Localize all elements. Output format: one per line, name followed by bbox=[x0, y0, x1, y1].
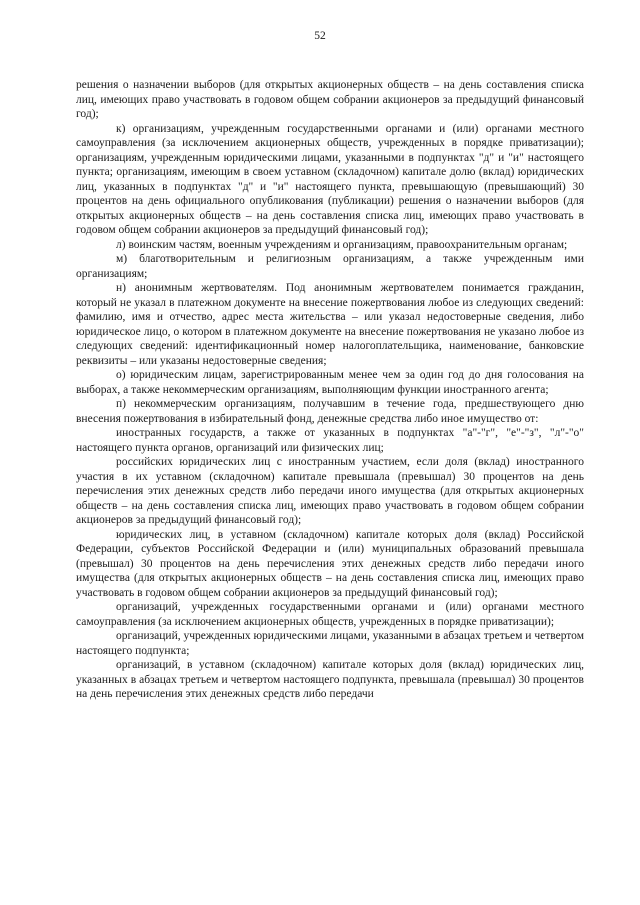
paragraph: л) воинским частям, военным учреждениям и организациям, правоохранительным органам; bbox=[116, 238, 568, 251]
paragraph: решения о назначении выборов (для открытых акционерных обществ – на день составления списка лиц, имеющих право участвовать в годовом общем собрании акционеров за предыдущий финансовый год); bbox=[76, 79, 584, 120]
paragraph: п) некоммерческим организациям, получавшим в течение года, предшествующего дню внесения пожертвования в избирательный фонд, денежные средства либо иное имущество от: bbox=[76, 398, 584, 425]
paragraph: юридических лиц, в уставном (складочном) капитале которых доля (вклад) Российской Федерации, субъектов Российской Федерации и (или) муниципальных образований превышала (превышал) 30 процентов на день перечисления этих денежных средств либо передачи иного имущества (для открытых акционерных обществ – на день составления списка лиц, имеющих право участвовать в годовом общем собрании акционеров за предыдущий финансовый год); bbox=[76, 528, 584, 599]
paragraph: иностранных государств, а также от указанных в подпунктах "а"-"г", "е"-"з", "л"-"о" настоящего пункта органов, организаций или физических лиц; bbox=[76, 427, 584, 454]
page-number: 52 bbox=[314, 30, 326, 42]
paragraph: организаций, в уставном (складочном) капитале которых доля (вклад) юридических лиц, указанных в абзацах третьем и четвертом настоящего подпункта, превышала (превышал) 30 процентов на день перечисления этих денежных средств либо передачи bbox=[76, 659, 584, 700]
paragraph: н) анонимным жертвователям. Под анонимным жертвователем понимается гражданин, который не указал в платежном документе на внесение пожертвования любое из следующих сведений: фамилию, имя и отчество, адрес места жительства – или указал недостоверные сведения, либо юридическое лицо, о котором в платежном документе на внесение пожертвования не указано любое из следующих сведений: идентификационный номер налогоплательщика, наименование, банковские реквизиты – или указаны недостоверные сведения; bbox=[76, 282, 584, 367]
paragraph: российских юридических лиц с иностранным участием, если доля (вклад) иностранного участия в их уставном (складочном) капитале превышала (превышал) 30 процентов на день перечисления этих денежных средств либо передачи иного имущества (для открытых акционерных обществ – на день составления списка лиц, имеющих право участвовать в годовом общем собрании акционеров за предыдущий финансовый год); bbox=[76, 456, 584, 526]
paragraph: м) благотворительным и религиозным организациям, а также учрежденным ими организациям; bbox=[76, 253, 584, 280]
paragraph: организаций, учрежденных государственными органами и (или) органами местного самоуправления (за исключением акционерных обществ, учрежденных в порядке приватизации); bbox=[76, 601, 584, 628]
document-body bbox=[76, 78, 584, 702]
paragraph: о) юридическим лицам, зарегистрированным менее чем за один год до дня голосования на выборах, а также некоммерческим организациям, выполняющим функции иностранного агента; bbox=[76, 369, 584, 396]
paragraph: организаций, учрежденных юридическими лицами, указанными в абзацах третьем и четвертом настоящего подпункта; bbox=[76, 630, 584, 657]
paragraph: к) организациям, учрежденным государственными органами и (или) органами местного самоуправления (за исключением акционерных обществ, учрежденных в порядке приватизации); организациям, учрежденным юридическими лицами, указанными в подпунктах "д" и "и" настоящего пункта; организациям, имеющим в своем уставном (складочном) капитале долю (вклад) юридических лиц, указанных в подпунктах "д" и "и" настоящего пункта, превышающую (превышающий) 30 процентов на день официального опубликования (публикации) решения о назначении выборов (для открытых акционерных обществ – на день составления списка лиц, имеющих право участвовать в годовом общем собрании акционеров за предыдущий финансовый год); bbox=[76, 122, 584, 236]
